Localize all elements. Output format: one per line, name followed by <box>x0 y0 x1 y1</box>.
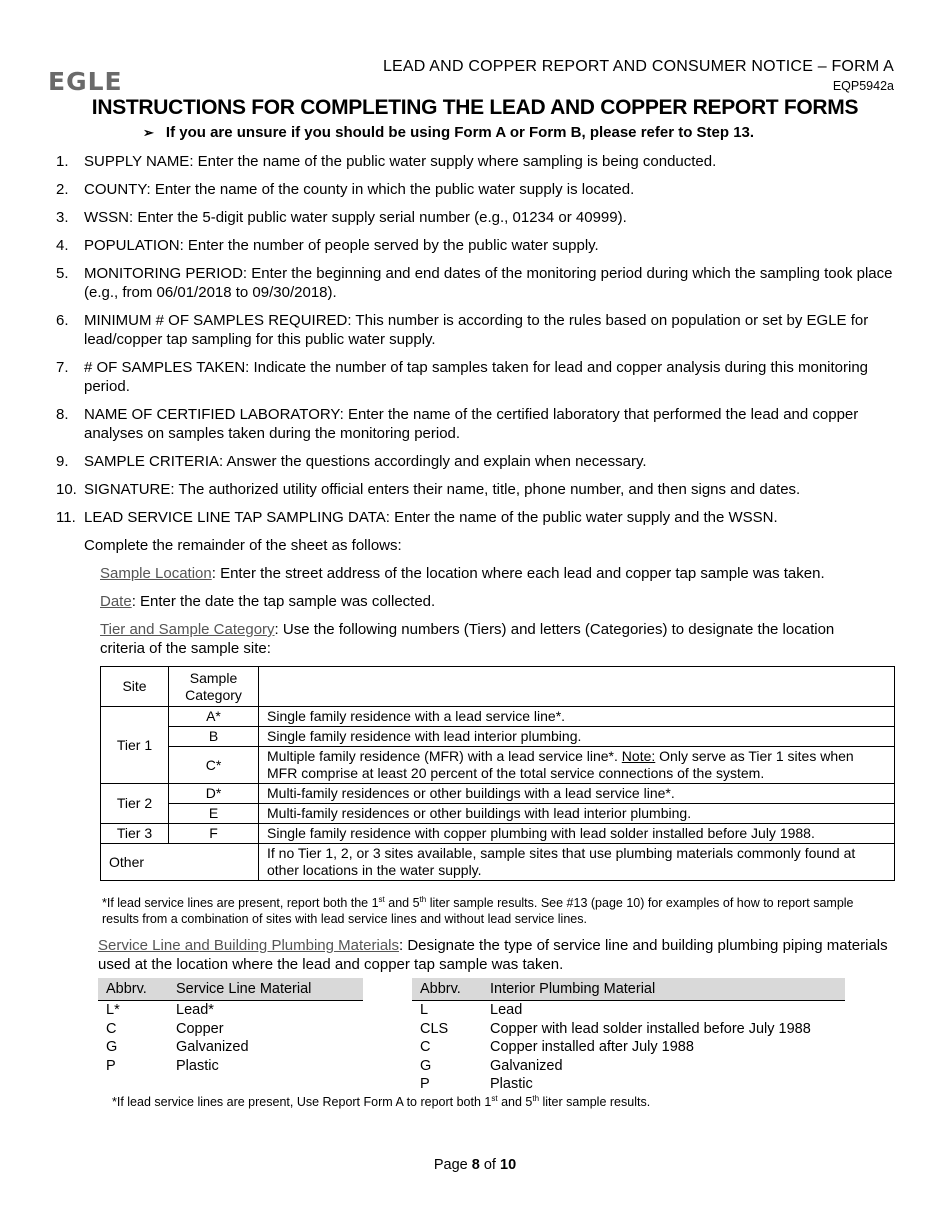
tier-category-instruction <box>100 620 880 658</box>
materials-footnote <box>112 1095 650 1109</box>
desc-part: Only serve as Tier 1 sites when MFR comprise at least 20 percent of the total service connections of the system. <box>267 748 854 781</box>
material-cell: Lead* <box>176 1002 214 1018</box>
page-title: INSTRUCTIONS FOR COMPLETING THE LEAD AND COPPER REPORT FORMS <box>91 96 859 119</box>
table-row <box>101 804 895 824</box>
step-number: 10. <box>56 481 77 498</box>
sample-location-label: Sample Location <box>100 565 212 582</box>
material-cell: Galvanized <box>490 1057 563 1074</box>
step-item <box>56 180 896 199</box>
footnote-part: liter sample results. <box>539 1095 651 1109</box>
category-cell: F <box>169 824 259 844</box>
step-text: NAME OF CERTIFIED LABORATORY: Enter the name of the certified laboratory that performed the lead and copper analyses on samples taken during the monitoring period. <box>84 406 859 442</box>
step-item <box>56 236 896 255</box>
site-header: Site <box>101 667 169 707</box>
step-number: 4. <box>56 237 69 254</box>
table-row <box>98 1057 363 1076</box>
materials-instruction <box>98 936 898 974</box>
form-choice-note <box>143 124 754 141</box>
category-header: Sample Category <box>169 667 259 707</box>
footnote-part: *If lead service lines are present, report both the 1 <box>102 896 379 910</box>
sample-location-text: : Enter the street address of the location where each lead and copper tap sample was taken. <box>211 565 825 582</box>
tier-footnote <box>102 895 862 927</box>
page-prefix: Page <box>433 1157 472 1173</box>
abbrv-cell: L <box>420 1002 429 1018</box>
table-row <box>101 844 895 881</box>
step-text: COUNTY: Enter the name of the county in which the public water supply is located. <box>84 181 635 198</box>
description-cell: Single family residence with lead interior plumbing. <box>259 727 895 747</box>
note-text: If you are unsure if you should be using Form A or Form B, please refer to Step 13. <box>165 124 755 141</box>
material-cell: Copper <box>176 1020 224 1037</box>
table-row <box>98 1038 363 1057</box>
step-text: LEAD SERVICE LINE TAP SAMPLING DATA: Enter the name of the public water supply and the WSSN. <box>84 509 778 526</box>
table-row <box>412 1057 845 1076</box>
date-label: Date <box>100 593 132 610</box>
material-header: Interior Plumbing Material <box>482 978 845 1001</box>
abbrv-cell: CLS <box>420 1020 449 1037</box>
sample-location-instruction <box>100 564 900 583</box>
desc-part: Multiple family residence (MFR) with a lead service line*. <box>267 748 622 764</box>
category-cell: C* <box>169 747 259 784</box>
abbrv-cell: G <box>420 1057 432 1074</box>
step-number: 5. <box>56 265 69 282</box>
interior-plumbing-table <box>412 978 845 1094</box>
abbrv-cell: C <box>420 1039 431 1055</box>
note-label: Note: <box>621 748 656 764</box>
step-number: 6. <box>56 312 69 329</box>
description-header <box>259 667 895 707</box>
material-cell: Copper with lead solder installed before July 1988 <box>490 1020 811 1037</box>
footnote-part: liter sample results. See #13 (page 10) for examples of how to report sample results from a combination of sites with lead service lines and without lead service lines. <box>102 896 854 926</box>
table-header-row <box>101 667 895 707</box>
material-header: Service Line Material <box>168 978 363 1001</box>
step-text: WSSN: Enter the 5-digit public water supply serial number (e.g., 01234 or 40999). <box>84 209 627 226</box>
tier-3-cell: Tier 3 <box>101 824 169 844</box>
table-row <box>98 1001 363 1020</box>
abbrv-header: Abbrv. <box>412 978 482 1001</box>
footnote-sup: th <box>419 894 427 904</box>
abbrv-cell: P <box>106 1057 116 1074</box>
other-cell: Other <box>101 844 259 881</box>
description-cell: Multi-family residences or other buildings with a lead service line*. <box>259 784 895 804</box>
table-row <box>412 1038 845 1057</box>
step-text: MINIMUM # OF SAMPLES REQUIRED: This number is according to the rules based on population or set by EGLE for lead/copper tap sampling for this public water supply. <box>84 312 869 348</box>
step-item <box>56 152 896 171</box>
table-row <box>101 824 895 844</box>
material-cell: Galvanized <box>176 1039 249 1055</box>
egle-logo: EGLE <box>48 67 123 96</box>
description-cell <box>259 747 895 784</box>
step-text: SUPPLY NAME: Enter the name of the public water supply where sampling is being conducted. <box>84 153 717 170</box>
date-text: : Enter the date the tap sample was collected. <box>131 593 436 610</box>
category-cell: D* <box>169 784 259 804</box>
step-number: 2. <box>56 181 69 198</box>
tier-category-text: : Use the following numbers (Tiers) and letters (Categories) to designate the location criteria of the sample site: <box>100 621 835 657</box>
step-item <box>56 311 896 349</box>
step-item <box>56 508 896 527</box>
remainder-text: Complete the remainder of the sheet as follows: <box>84 537 402 554</box>
step-item <box>56 452 896 471</box>
table-row <box>412 1020 845 1039</box>
step-item <box>56 358 896 396</box>
table-row <box>412 1075 845 1094</box>
footnote-sup: st <box>378 894 385 904</box>
abbrv-cell: G <box>106 1039 118 1055</box>
service-line-table <box>98 978 363 1075</box>
form-title: LEAD AND COPPER REPORT AND CONSUMER NOTICE – FORM A <box>382 58 894 75</box>
abbrv-cell: P <box>420 1076 430 1092</box>
description-cell: Single family residence with copper plumbing with lead solder installed before July 1988. <box>259 824 895 844</box>
category-cell: A* <box>169 707 259 727</box>
material-cell: Plastic <box>490 1076 533 1092</box>
step-text: SAMPLE CRITERIA: Answer the questions accordingly and explain when necessary. <box>84 453 647 470</box>
table-header-row <box>98 978 363 1001</box>
page-of: of <box>479 1157 500 1173</box>
tier-2-cell: Tier 2 <box>101 784 169 824</box>
step-text: MONITORING PERIOD: Enter the beginning and end dates of the monitoring period during which the sampling took place (e.g., from 06/01/2018 to 09/30/2018). <box>84 265 893 301</box>
instruction-steps <box>56 152 896 536</box>
table-row <box>101 784 895 804</box>
step-item <box>56 208 896 227</box>
table-row <box>101 727 895 747</box>
footnote-part: and 5 <box>497 1095 533 1109</box>
arrow-bullet-icon: ➢ <box>143 125 154 140</box>
step-item <box>56 405 896 443</box>
step-number: 7. <box>56 359 69 376</box>
date-instruction <box>100 592 435 611</box>
materials-text: : Designate the type of service line and building plumbing piping materials used at the location where the lead and copper tap sample was taken. <box>98 937 888 973</box>
page-total: 10 <box>500 1157 517 1173</box>
description-cell: Multi-family residences or other buildings with lead interior plumbing. <box>259 804 895 824</box>
table-row <box>412 1001 845 1020</box>
footnote-part: and 5 <box>384 896 420 910</box>
material-cell: Copper installed after July 1988 <box>490 1039 694 1055</box>
material-cell: Plastic <box>176 1057 219 1074</box>
tier-1-cell: Tier 1 <box>101 707 169 784</box>
footnote-part: *If lead service lines are present, Use Report Form A to report both 1 <box>112 1095 492 1109</box>
page-number <box>0 1157 950 1173</box>
step-item <box>56 480 896 499</box>
step-number: 9. <box>56 453 69 470</box>
step-text: POPULATION: Enter the number of people served by the public water supply. <box>84 237 599 254</box>
table-header-row <box>412 978 845 1001</box>
footnote-sup: th <box>532 1093 540 1103</box>
step-number: 3. <box>56 209 69 226</box>
table-row <box>101 707 895 727</box>
step-text: SIGNATURE: The authorized utility official enters their name, title, phone number, and then signs and dates. <box>84 481 801 498</box>
page-current: 8 <box>471 1157 480 1173</box>
abbrv-cell: L* <box>106 1002 120 1018</box>
step-item <box>56 264 896 302</box>
table-row <box>101 747 895 784</box>
materials-label: Service Line and Building Plumbing Materials <box>98 937 399 954</box>
step-number: 1. <box>56 153 69 170</box>
step-text: # OF SAMPLES TAKEN: Indicate the number of tap samples taken for lead and copper analysis during this monitoring period. <box>84 359 869 395</box>
category-cell: B <box>169 727 259 747</box>
category-cell: E <box>169 804 259 824</box>
description-cell: If no Tier 1, 2, or 3 sites available, sample sites that use plumbing materials commonly found at other locations in the water supply. <box>259 844 895 881</box>
step-number: 11. <box>56 509 76 526</box>
step-number: 8. <box>56 406 69 423</box>
table-row <box>98 1020 363 1039</box>
abbrv-header: Abbrv. <box>98 978 168 1001</box>
material-cell: Lead <box>490 1002 523 1018</box>
footnote-sup: st <box>491 1093 498 1103</box>
abbrv-cell: C <box>106 1020 117 1037</box>
tier-category-label: Tier and Sample Category <box>100 621 275 638</box>
tier-category-table <box>100 666 895 881</box>
description-cell: Single family residence with a lead service line*. <box>259 707 895 727</box>
form-number: EQP5942a <box>832 79 894 93</box>
